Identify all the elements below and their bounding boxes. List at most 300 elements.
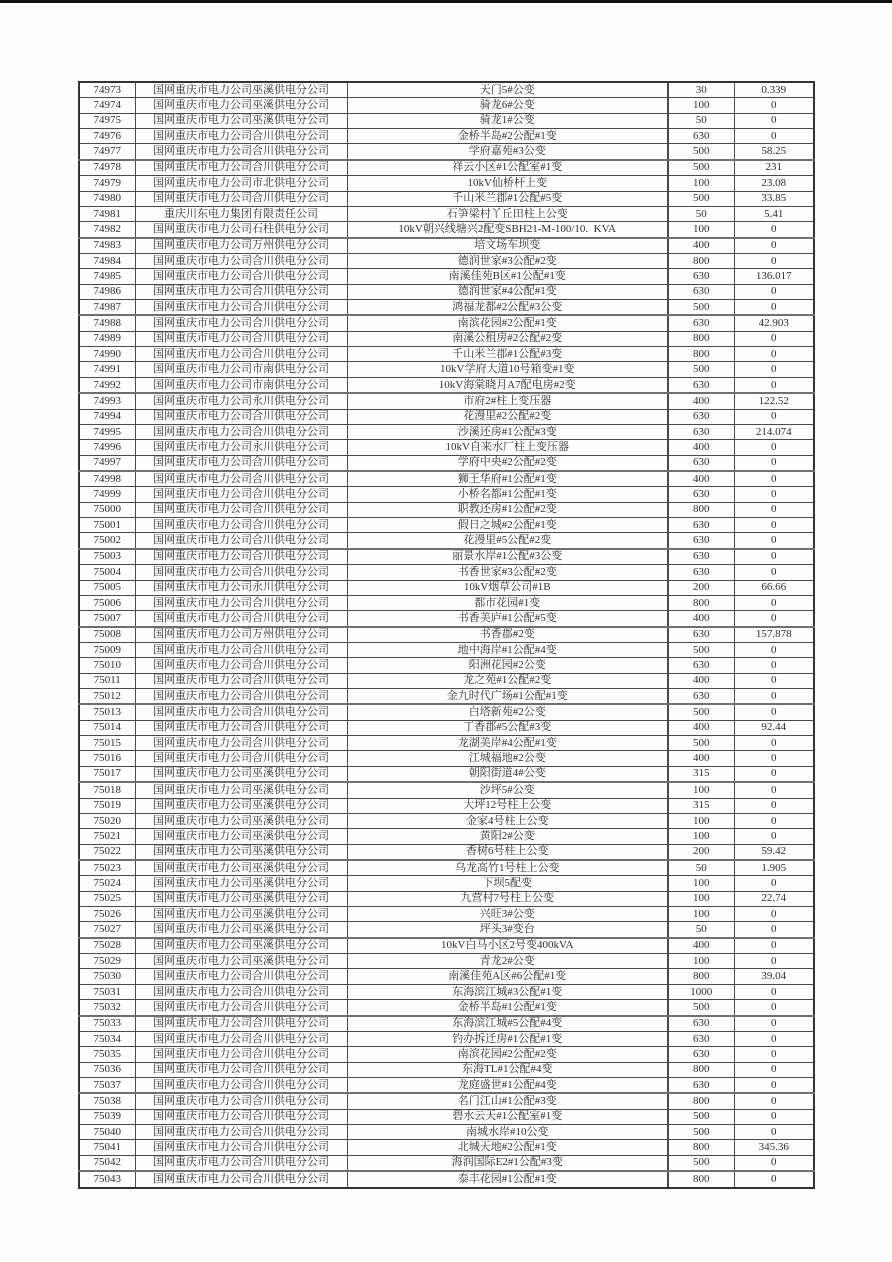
cell-station-name: 石笋梁村丫丘田柱上公变 xyxy=(347,206,668,221)
top-edge-bar xyxy=(0,0,892,3)
cell-capacity: 400 xyxy=(668,238,734,254)
cell-reading: 58.25 xyxy=(734,144,814,160)
cell-company-name: 国网重庆市电力公司合川供电分公司 xyxy=(135,253,347,268)
cell-station-name: 东海TL#1公配#4变 xyxy=(347,1062,668,1077)
cell-company-name: 国网重庆市电力公司永川供电分公司 xyxy=(135,440,347,455)
cell-station-name: 海润国际E2#1公配#3变 xyxy=(347,1155,668,1171)
cell-company-name: 国网重庆市电力公司合川供电分公司 xyxy=(135,751,347,766)
cell-station-name: 江城福地#2公变 xyxy=(347,751,668,766)
cell-company-name: 国网重庆市电力公司巫溪供电分公司 xyxy=(135,829,347,844)
cell-row-id: 74977 xyxy=(79,144,135,160)
table-row xyxy=(79,518,814,533)
cell-capacity: 400 xyxy=(668,673,734,688)
cell-row-id: 75004 xyxy=(79,565,135,580)
table-row xyxy=(79,331,814,346)
cell-station-name: 沙坪5#公变 xyxy=(347,782,668,798)
cell-company-name: 国网重庆市电力公司合川供电分公司 xyxy=(135,1093,347,1109)
cell-row-id: 75022 xyxy=(79,844,135,860)
cell-row-id: 75021 xyxy=(79,829,135,844)
cell-reading: 231 xyxy=(734,160,814,176)
table-row xyxy=(79,160,814,176)
cell-reading: 42.903 xyxy=(734,315,814,331)
cell-capacity: 800 xyxy=(668,253,734,268)
cell-capacity: 630 xyxy=(668,1031,734,1046)
cell-reading: 0 xyxy=(734,113,814,128)
cell-capacity: 30 xyxy=(668,82,734,98)
cell-station-name: 南城水岸#10公变 xyxy=(347,1125,668,1140)
table-row xyxy=(79,658,814,673)
cell-reading: 1.905 xyxy=(734,860,814,876)
cell-reading: 136.017 xyxy=(734,269,814,284)
cell-capacity: 100 xyxy=(668,782,734,798)
cell-reading: 0 xyxy=(734,829,814,844)
cell-company-name: 重庆川东电力集团有限责任公司 xyxy=(135,206,347,221)
cell-row-id: 75009 xyxy=(79,642,135,657)
cell-capacity: 800 xyxy=(668,969,734,984)
cell-company-name: 国网重庆市电力公司合川供电分公司 xyxy=(135,518,347,533)
table-row xyxy=(79,673,814,688)
cell-reading: 5.41 xyxy=(734,206,814,221)
cell-row-id: 74993 xyxy=(79,393,135,409)
cell-company-name: 国网重庆市电力公司合川供电分公司 xyxy=(135,533,347,549)
cell-capacity: 500 xyxy=(668,1000,734,1016)
table-row xyxy=(79,1000,814,1016)
cell-company-name: 国网重庆市电力公司合川供电分公司 xyxy=(135,1155,347,1171)
cell-row-id: 75005 xyxy=(79,580,135,595)
table-row xyxy=(79,502,814,517)
cell-station-name: 名门江山#1公配#3变 xyxy=(347,1093,668,1109)
cell-row-id: 75034 xyxy=(79,1031,135,1046)
table-row xyxy=(79,922,814,938)
cell-row-id: 75024 xyxy=(79,876,135,891)
table-row xyxy=(79,253,814,268)
cell-reading: 0 xyxy=(734,1155,814,1171)
cell-row-id: 74995 xyxy=(79,424,135,439)
cell-capacity: 50 xyxy=(668,113,734,128)
cell-row-id: 75020 xyxy=(79,813,135,828)
table-row xyxy=(79,829,814,844)
cell-capacity: 630 xyxy=(668,455,734,471)
cell-station-name: 德润世家#4公配#1变 xyxy=(347,284,668,299)
cell-row-id: 74975 xyxy=(79,113,135,128)
cell-company-name: 国网重庆市电力公司巫溪供电分公司 xyxy=(135,954,347,969)
cell-row-id: 74981 xyxy=(79,206,135,221)
cell-station-name: 碧水云天#1公配室#1变 xyxy=(347,1109,668,1124)
cell-company-name: 国网重庆市电力公司巫溪供电分公司 xyxy=(135,82,347,98)
cell-reading: 0 xyxy=(734,253,814,268)
cell-capacity: 630 xyxy=(668,533,734,549)
cell-capacity: 800 xyxy=(668,1062,734,1077)
cell-company-name: 国网重庆市电力公司永川供电分公司 xyxy=(135,393,347,409)
cell-reading: 0 xyxy=(734,1000,814,1016)
cell-row-id: 75012 xyxy=(79,689,135,705)
table-row xyxy=(79,206,814,221)
cell-capacity: 630 xyxy=(668,627,734,643)
cell-company-name: 国网重庆市电力公司合川供电分公司 xyxy=(135,471,347,487)
cell-station-name: 金家4号柱上公变 xyxy=(347,813,668,828)
cell-reading: 0 xyxy=(734,1171,814,1187)
cell-company-name: 国网重庆市电力公司巫溪供电分公司 xyxy=(135,798,347,813)
cell-capacity: 50 xyxy=(668,860,734,876)
cell-reading: 0 xyxy=(734,1093,814,1109)
cell-reading: 0 xyxy=(734,300,814,316)
table-row xyxy=(79,393,814,409)
cell-row-id: 74983 xyxy=(79,238,135,254)
cell-company-name: 国网重庆市电力公司巫溪供电分公司 xyxy=(135,907,347,922)
cell-capacity: 630 xyxy=(668,518,734,533)
cell-company-name: 国网重庆市电力公司合川供电分公司 xyxy=(135,502,347,517)
cell-reading: 0 xyxy=(734,487,814,502)
cell-row-id: 75027 xyxy=(79,922,135,938)
cell-station-name: 10kV仙桥杆上变 xyxy=(347,176,668,191)
cell-company-name: 国网重庆市电力公司合川供电分公司 xyxy=(135,455,347,471)
table-row xyxy=(79,315,814,331)
cell-reading: 0 xyxy=(734,1031,814,1046)
table-body xyxy=(79,82,814,1188)
cell-company-name: 国网重庆市电力公司合川供电分公司 xyxy=(135,1016,347,1032)
cell-capacity: 630 xyxy=(668,284,734,299)
cell-row-id: 75002 xyxy=(79,533,135,549)
cell-station-name: 南溪佳苑A区#6公配#1变 xyxy=(347,969,668,984)
cell-station-name: 坪头3#变台 xyxy=(347,922,668,938)
cell-company-name: 国网重庆市电力公司合川供电分公司 xyxy=(135,331,347,346)
table-row xyxy=(79,689,814,705)
cell-company-name: 国网重庆市电力公司巫溪供电分公司 xyxy=(135,782,347,798)
table-row xyxy=(79,1171,814,1187)
cell-station-name: 地中海岸#1公配#4变 xyxy=(347,642,668,657)
cell-capacity: 315 xyxy=(668,798,734,813)
cell-company-name: 国网重庆市电力公司合川供电分公司 xyxy=(135,642,347,657)
cell-company-name: 国网重庆市电力公司合川供电分公司 xyxy=(135,160,347,176)
table-row xyxy=(79,471,814,487)
cell-reading: 22.74 xyxy=(734,891,814,906)
cell-company-name: 国网重庆市电力公司合川供电分公司 xyxy=(135,704,347,720)
cell-reading: 0 xyxy=(734,689,814,705)
cell-company-name: 国网重庆市电力公司市北供电分公司 xyxy=(135,176,347,191)
cell-reading: 0 xyxy=(734,798,814,813)
table-row xyxy=(79,1062,814,1077)
cell-company-name: 国网重庆市电力公司市南供电分公司 xyxy=(135,362,347,377)
cell-row-id: 74991 xyxy=(79,362,135,377)
table-row xyxy=(79,751,814,766)
cell-row-id: 74984 xyxy=(79,253,135,268)
cell-station-name: 骑龙1#公变 xyxy=(347,113,668,128)
table-row xyxy=(79,782,814,798)
cell-company-name: 国网重庆市电力公司合川供电分公司 xyxy=(135,269,347,284)
table-row xyxy=(79,1093,814,1109)
cell-row-id: 74986 xyxy=(79,284,135,299)
cell-reading: 0 xyxy=(734,782,814,798)
cell-company-name: 国网重庆市电力公司合川供电分公司 xyxy=(135,300,347,316)
cell-company-name: 国网重庆市电力公司合川供电分公司 xyxy=(135,595,347,610)
cell-reading: 0 xyxy=(734,455,814,471)
cell-station-name: 东海滨江城#5公配#4变 xyxy=(347,1016,668,1032)
cell-reading: 0 xyxy=(734,518,814,533)
cell-company-name: 国网重庆市电力公司巫溪供电分公司 xyxy=(135,938,347,954)
cell-company-name: 国网重庆市电力公司巫溪供电分公司 xyxy=(135,98,347,113)
cell-row-id: 75016 xyxy=(79,751,135,766)
cell-reading: 33.85 xyxy=(734,191,814,206)
table-row xyxy=(79,704,814,720)
table-row xyxy=(79,969,814,984)
cell-station-name: 南溪佳苑B区#1公配#1变 xyxy=(347,269,668,284)
cell-station-name: 东海滨江城#3公配#1变 xyxy=(347,984,668,999)
cell-capacity: 630 xyxy=(668,1047,734,1062)
table-row xyxy=(79,766,814,782)
table-row xyxy=(79,549,814,565)
cell-capacity: 500 xyxy=(668,160,734,176)
cell-station-name: 市府2#柱上变压器 xyxy=(347,393,668,409)
table-row xyxy=(79,284,814,299)
cell-station-name: 学府中央#2公配#2变 xyxy=(347,455,668,471)
cell-company-name: 国网重庆市电力公司合川供电分公司 xyxy=(135,1031,347,1046)
table-row xyxy=(79,377,814,393)
cell-row-id: 75026 xyxy=(79,907,135,922)
table-row xyxy=(79,1109,814,1124)
cell-reading: 0 xyxy=(734,1047,814,1062)
cell-row-id: 75041 xyxy=(79,1140,135,1155)
cell-station-name: 金桥半岛#1公配#1变 xyxy=(347,1000,668,1016)
cell-row-id: 74974 xyxy=(79,98,135,113)
table-row xyxy=(79,907,814,922)
cell-company-name: 国网重庆市电力公司合川供电分公司 xyxy=(135,409,347,424)
table-row xyxy=(79,642,814,657)
cell-capacity: 1000 xyxy=(668,984,734,999)
cell-row-id: 74999 xyxy=(79,487,135,502)
cell-company-name: 国网重庆市电力公司合川供电分公司 xyxy=(135,1109,347,1124)
cell-company-name: 国网重庆市电力公司合川供电分公司 xyxy=(135,736,347,751)
cell-capacity: 50 xyxy=(668,206,734,221)
cell-reading: 0 xyxy=(734,502,814,517)
cell-row-id: 75031 xyxy=(79,984,135,999)
cell-capacity: 400 xyxy=(668,611,734,627)
cell-reading: 0 xyxy=(734,1109,814,1124)
cell-company-name: 国网重庆市电力公司合川供电分公司 xyxy=(135,284,347,299)
cell-capacity: 50 xyxy=(668,922,734,938)
cell-row-id: 74980 xyxy=(79,191,135,206)
cell-capacity: 500 xyxy=(668,642,734,657)
cell-company-name: 国网重庆市电力公司合川供电分公司 xyxy=(135,424,347,439)
cell-capacity: 800 xyxy=(668,1171,734,1187)
cell-station-name: 职教还房#1公配#2变 xyxy=(347,502,668,517)
cell-station-name: 香树6号柱上公变 xyxy=(347,844,668,860)
table-row xyxy=(79,813,814,828)
table-row xyxy=(79,984,814,999)
cell-capacity: 630 xyxy=(668,689,734,705)
cell-station-name: 祥云小区#1公配室#1变 xyxy=(347,160,668,176)
cell-capacity: 100 xyxy=(668,907,734,922)
table-row xyxy=(79,269,814,284)
cell-capacity: 200 xyxy=(668,844,734,860)
cell-company-name: 国网重庆市电力公司合川供电分公司 xyxy=(135,1140,347,1155)
cell-reading: 0 xyxy=(734,440,814,455)
cell-company-name: 国网重庆市电力公司合川供电分公司 xyxy=(135,1062,347,1077)
cell-capacity: 630 xyxy=(668,565,734,580)
cell-row-id: 74987 xyxy=(79,300,135,316)
cell-reading: 0 xyxy=(734,377,814,393)
cell-station-name: 10kV朝兴线塘兴2配变SBH21-M-100/10. KVA xyxy=(347,222,668,238)
cell-row-id: 75035 xyxy=(79,1047,135,1062)
cell-station-name: 青龙2#公变 xyxy=(347,954,668,969)
cell-reading: 0 xyxy=(734,813,814,828)
cell-reading: 0 xyxy=(734,1078,814,1094)
cell-company-name: 国网重庆市电力公司合川供电分公司 xyxy=(135,689,347,705)
cell-station-name: 假日之城#2公配#1变 xyxy=(347,518,668,533)
cell-capacity: 800 xyxy=(668,347,734,362)
table-row xyxy=(79,347,814,362)
cell-capacity: 630 xyxy=(668,377,734,393)
table-row xyxy=(79,82,814,98)
table-row xyxy=(79,1140,814,1155)
cell-row-id: 75017 xyxy=(79,766,135,782)
cell-company-name: 国网重庆市电力公司合川供电分公司 xyxy=(135,191,347,206)
table-row xyxy=(79,891,814,906)
cell-row-id: 75007 xyxy=(79,611,135,627)
cell-reading: 0 xyxy=(734,704,814,720)
cell-capacity: 500 xyxy=(668,736,734,751)
cell-station-name: 德润世家#3公配#2变 xyxy=(347,253,668,268)
cell-station-name: 都市花园#1变 xyxy=(347,595,668,610)
cell-capacity: 500 xyxy=(668,1155,734,1171)
cell-reading: 0 xyxy=(734,766,814,782)
cell-company-name: 国网重庆市电力公司万州供电分公司 xyxy=(135,238,347,254)
table-row xyxy=(79,611,814,627)
cell-capacity: 630 xyxy=(668,1016,734,1032)
cell-reading: 0 xyxy=(734,954,814,969)
cell-capacity: 500 xyxy=(668,704,734,720)
cell-company-name: 国网重庆市电力公司石柱供电分公司 xyxy=(135,222,347,238)
cell-reading: 122.52 xyxy=(734,393,814,409)
cell-row-id: 75039 xyxy=(79,1109,135,1124)
cell-company-name: 国网重庆市电力公司巫溪供电分公司 xyxy=(135,813,347,828)
cell-station-name: 黄阳2#公变 xyxy=(347,829,668,844)
table-row xyxy=(79,440,814,455)
cell-station-name: 花漫里#5公配#2变 xyxy=(347,533,668,549)
cell-reading: 345.36 xyxy=(734,1140,814,1155)
cell-row-id: 74997 xyxy=(79,455,135,471)
cell-station-name: 龙庭盛世#1公配#4变 xyxy=(347,1078,668,1094)
table-row xyxy=(79,191,814,206)
cell-reading: 39.04 xyxy=(734,969,814,984)
cell-station-name: 泰丰花园#1公配#1变 xyxy=(347,1171,668,1187)
cell-reading: 0 xyxy=(734,751,814,766)
cell-station-name: 九营村7号柱上公变 xyxy=(347,891,668,906)
cell-reading: 0 xyxy=(734,409,814,424)
cell-company-name: 国网重庆市电力公司巫溪供电分公司 xyxy=(135,860,347,876)
table-row xyxy=(79,409,814,424)
cell-capacity: 400 xyxy=(668,751,734,766)
power-station-table xyxy=(78,81,815,1189)
cell-reading: 0 xyxy=(734,362,814,377)
cell-company-name: 国网重庆市电力公司合川供电分公司 xyxy=(135,565,347,580)
cell-reading: 92.44 xyxy=(734,720,814,735)
table-row xyxy=(79,144,814,160)
cell-row-id: 75042 xyxy=(79,1155,135,1171)
cell-capacity: 100 xyxy=(668,813,734,828)
cell-station-name: 南溪公租房#2公配#2变 xyxy=(347,331,668,346)
cell-capacity: 630 xyxy=(668,487,734,502)
cell-capacity: 630 xyxy=(668,409,734,424)
cell-row-id: 75033 xyxy=(79,1016,135,1032)
cell-station-name: 千山米兰郡#1公配#3变 xyxy=(347,347,668,362)
cell-capacity: 630 xyxy=(668,269,734,284)
cell-capacity: 400 xyxy=(668,440,734,455)
cell-reading: 0 xyxy=(734,471,814,487)
cell-station-name: 培文场车坝变 xyxy=(347,238,668,254)
cell-company-name: 国网重庆市电力公司合川供电分公司 xyxy=(135,1171,347,1187)
cell-capacity: 500 xyxy=(668,300,734,316)
table-row xyxy=(79,222,814,238)
cell-capacity: 100 xyxy=(668,876,734,891)
cell-station-name: 龙湖美岸#4公配#1变 xyxy=(347,736,668,751)
cell-row-id: 74992 xyxy=(79,377,135,393)
cell-capacity: 630 xyxy=(668,658,734,673)
cell-row-id: 75003 xyxy=(79,549,135,565)
cell-row-id: 75032 xyxy=(79,1000,135,1016)
cell-station-name: 狮王华府#1公配#1变 xyxy=(347,471,668,487)
cell-row-id: 74996 xyxy=(79,440,135,455)
cell-capacity: 630 xyxy=(668,424,734,439)
cell-row-id: 74973 xyxy=(79,82,135,98)
cell-row-id: 75028 xyxy=(79,938,135,954)
cell-row-id: 75008 xyxy=(79,627,135,643)
cell-company-name: 国网重庆市电力公司巫溪供电分公司 xyxy=(135,844,347,860)
cell-reading: 0 xyxy=(734,642,814,657)
cell-reading: 0 xyxy=(734,922,814,938)
cell-reading: 0 xyxy=(734,673,814,688)
cell-company-name: 国网重庆市电力公司合川供电分公司 xyxy=(135,720,347,735)
cell-company-name: 国网重庆市电力公司巫溪供电分公司 xyxy=(135,876,347,891)
cell-capacity: 630 xyxy=(668,315,734,331)
cell-row-id: 75040 xyxy=(79,1125,135,1140)
cell-station-name: 下坝5配变 xyxy=(347,876,668,891)
cell-company-name: 国网重庆市电力公司合川供电分公司 xyxy=(135,1125,347,1140)
table-row xyxy=(79,938,814,954)
cell-reading: 0 xyxy=(734,876,814,891)
cell-station-name: 千山米兰郡#1公配#5变 xyxy=(347,191,668,206)
cell-station-name: 乌龙高竹1号柱上公变 xyxy=(347,860,668,876)
cell-row-id: 74988 xyxy=(79,315,135,331)
cell-reading: 0 xyxy=(734,736,814,751)
cell-row-id: 75037 xyxy=(79,1078,135,1094)
cell-reading: 0 xyxy=(734,284,814,299)
cell-station-name: 书香世家#3公配#2变 xyxy=(347,565,668,580)
table-row xyxy=(79,487,814,502)
table-row xyxy=(79,798,814,813)
cell-reading: 0 xyxy=(734,1016,814,1032)
cell-reading: 0 xyxy=(734,347,814,362)
cell-station-name: 书香郡#2变 xyxy=(347,627,668,643)
cell-station-name: 10kV学府大道10号箱变#1变 xyxy=(347,362,668,377)
cell-station-name: 10kV自来水厂柱上变压器 xyxy=(347,440,668,455)
table-row xyxy=(79,595,814,610)
cell-capacity: 500 xyxy=(668,362,734,377)
cell-reading: 0 xyxy=(734,595,814,610)
cell-station-name: 学府嘉苑#3公变 xyxy=(347,144,668,160)
table-row xyxy=(79,844,814,860)
cell-reading: 0 xyxy=(734,984,814,999)
table-row xyxy=(79,129,814,144)
cell-capacity: 500 xyxy=(668,144,734,160)
cell-station-name: 北城天地#2公配#1变 xyxy=(347,1140,668,1155)
cell-capacity: 400 xyxy=(668,938,734,954)
cell-row-id: 75043 xyxy=(79,1171,135,1187)
cell-station-name: 小桥名都#1公配#1变 xyxy=(347,487,668,502)
cell-capacity: 800 xyxy=(668,1093,734,1109)
cell-capacity: 500 xyxy=(668,191,734,206)
cell-company-name: 国网重庆市电力公司合川供电分公司 xyxy=(135,1047,347,1062)
cell-reading: 66.66 xyxy=(734,580,814,595)
